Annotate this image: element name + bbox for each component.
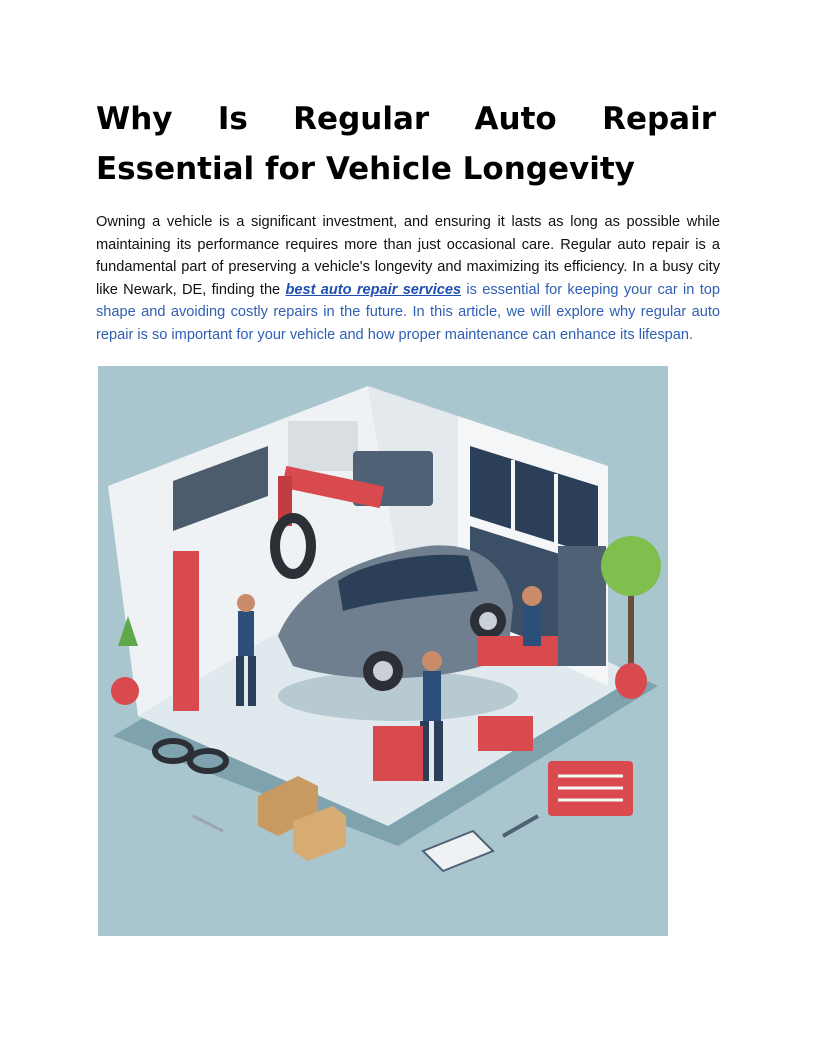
car-lift-icon (173, 551, 199, 711)
page-title: Why Is Regular Auto Repair Essential for Vehicle Longevity (96, 101, 716, 187)
auto-repair-garage-illustration (98, 366, 668, 936)
garage-scene (98, 366, 668, 936)
intro-text-after: is essential for keeping your car in top shape and avoiding costly repairs in the future. In this article, we will explore why regular auto repair is so important for your vehicle and how proper maintenance can enhance its lifespan. (96, 281, 720, 343)
mechanic-icon (238, 611, 254, 656)
intro-text-before: Owning a vehicle is a significant investment, and ensuring it lasts as long as possible while maintaining its performance requires more than just occasional care. Regular auto repair is a fundamental part of preserving a vehicle's longevity and maximizing its efficiency. In a busy city like Newark, DE, finding the (96, 214, 720, 298)
plant-icon (601, 536, 661, 596)
shelf-icon (558, 546, 606, 666)
tool-cart-icon (373, 726, 423, 781)
intro-paragraph (96, 211, 720, 346)
best-auto-repair-services-link[interactable]: best auto repair services (285, 281, 462, 298)
